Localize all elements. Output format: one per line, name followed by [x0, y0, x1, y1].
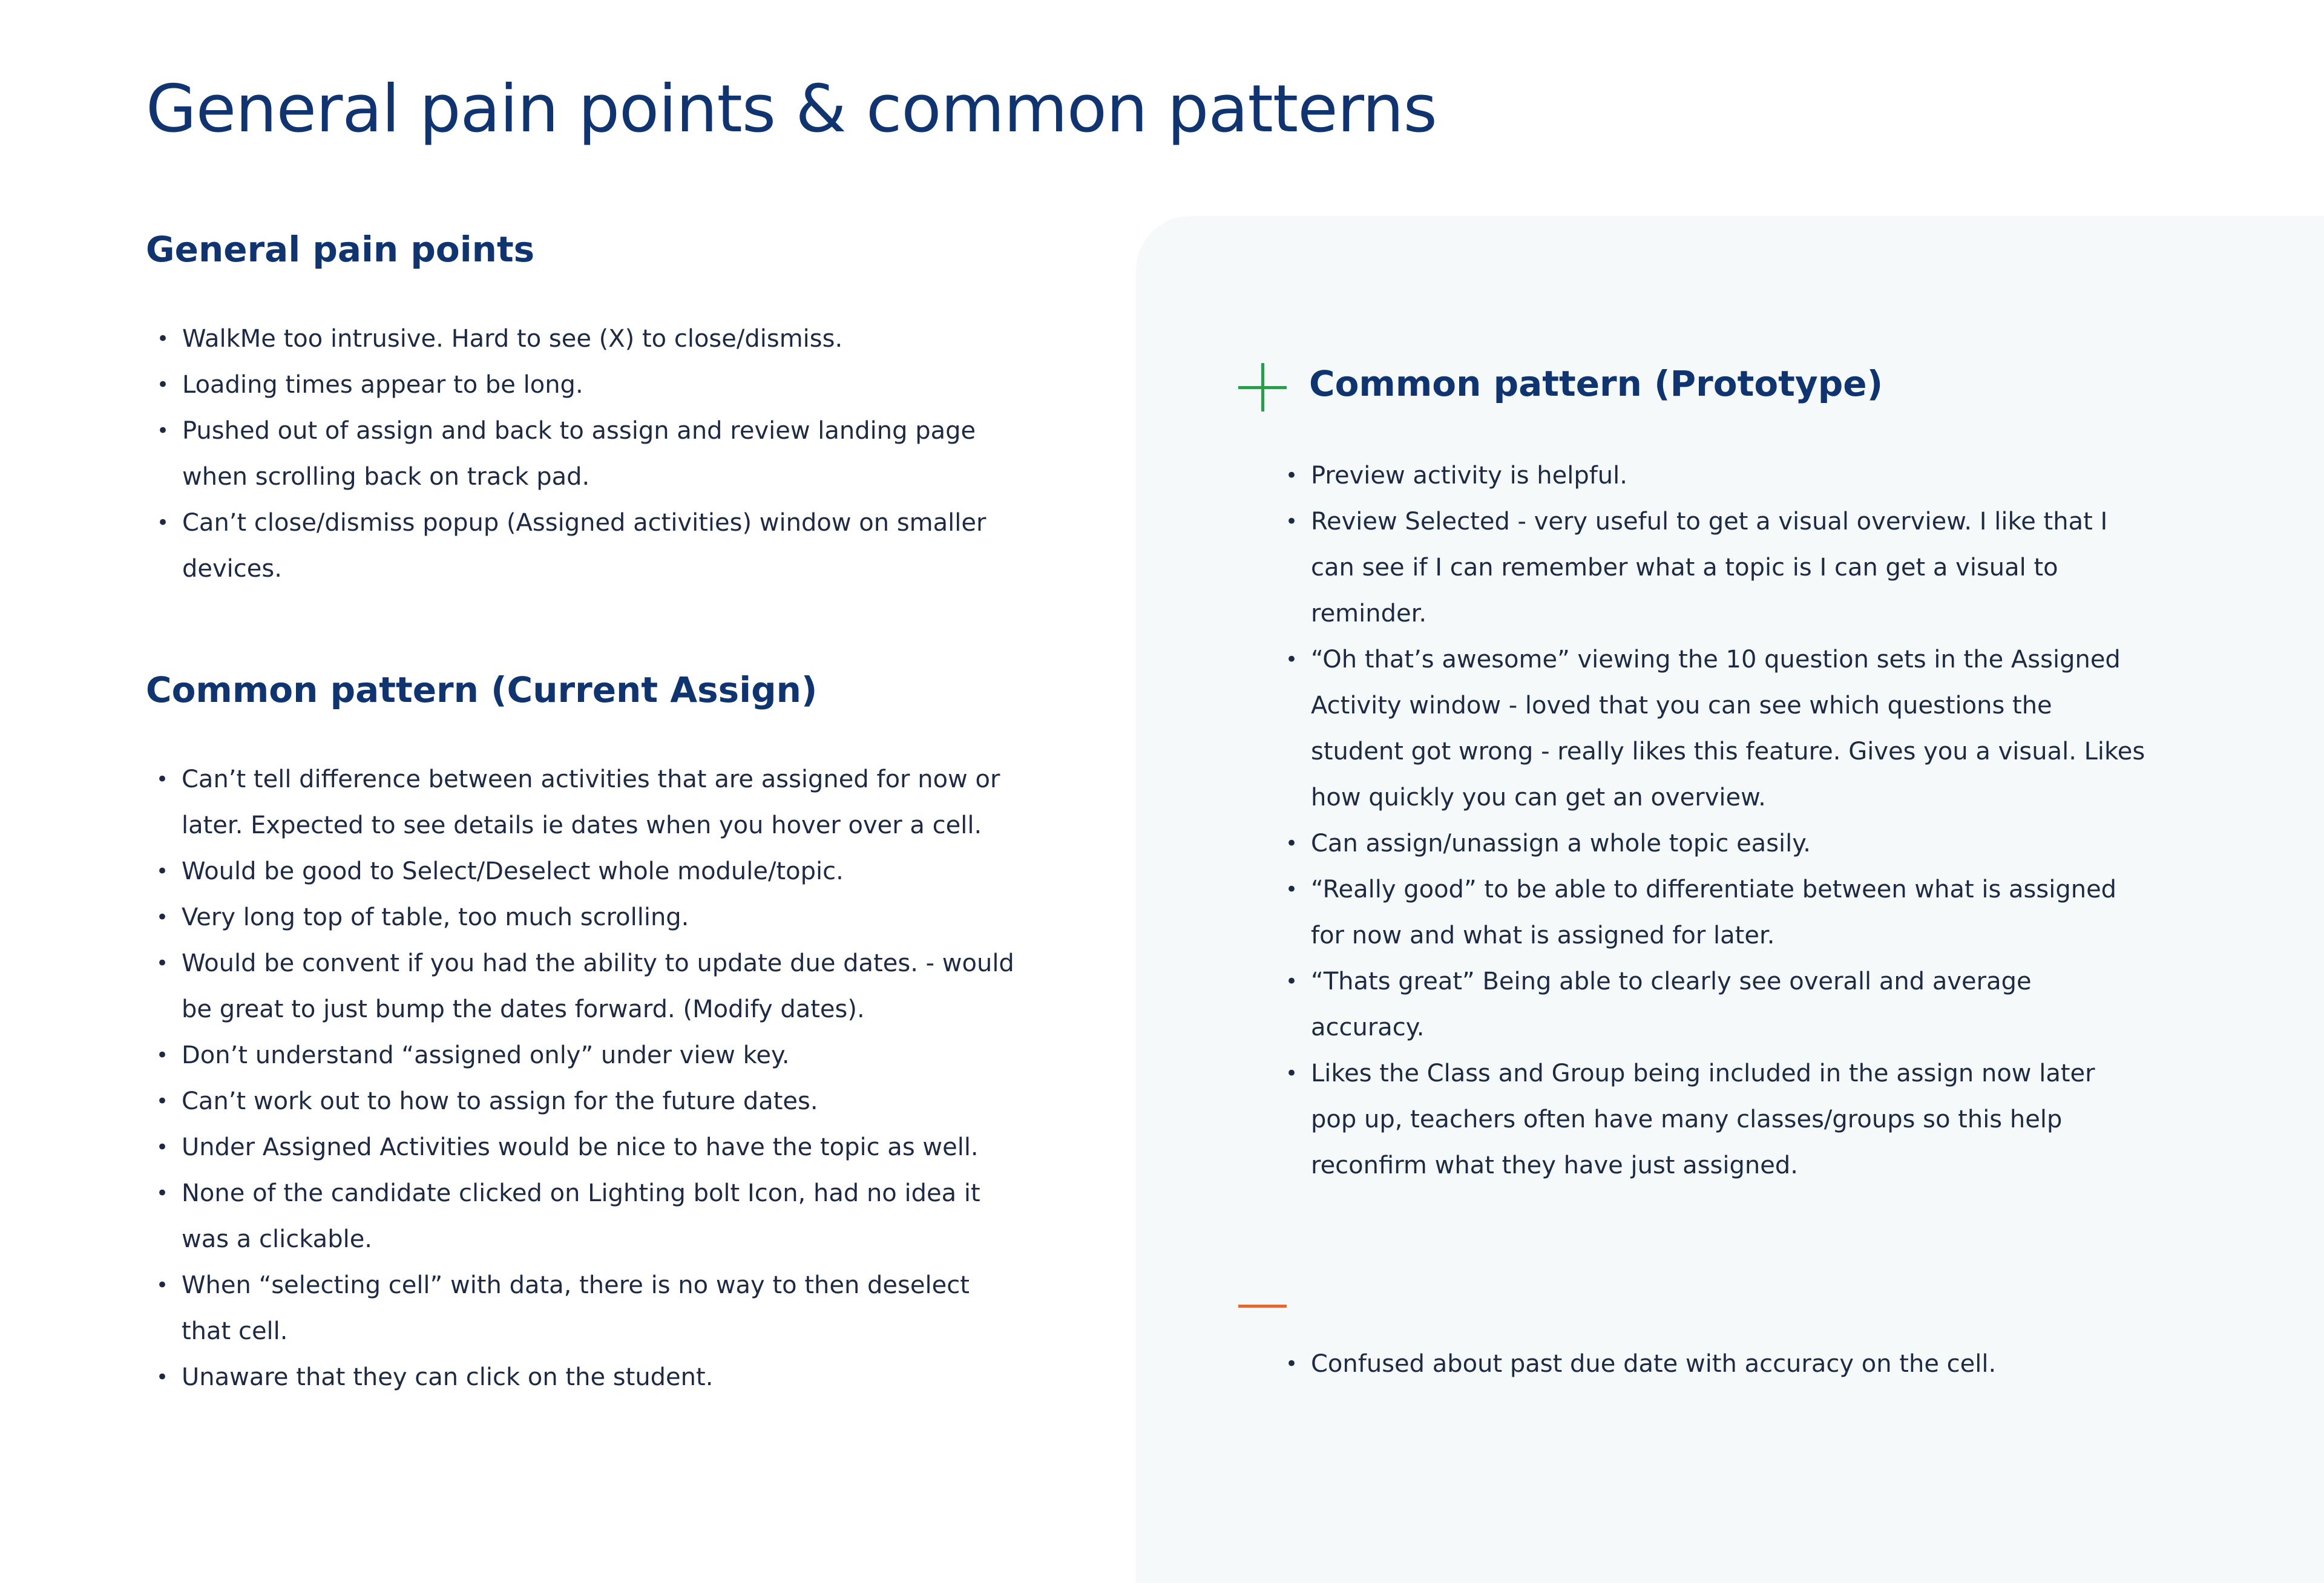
prototype-heading: Common pattern (Prototype) [1309, 363, 1883, 404]
list-item: • “Thats great” Being able to clearly see overall and average accuracy. [1275, 959, 2146, 1050]
list-item: • Review Selected - very useful to get a visual overview. I like that I can see if I can remember what a topic is I can get a visual to reminder. [1275, 499, 2146, 637]
list-item: • Likes the Class and Group being included in the assign now later pop up, teachers often have many classes/groups so this help reconfirm what they have just assigned. [1275, 1050, 2146, 1188]
current-assign-heading: Common pattern (Current Assign) [146, 669, 818, 710]
list-item: • Don’t understand “assigned only” under view key. [145, 1032, 1017, 1078]
plus-icon [1238, 363, 1287, 411]
list-item: • Unaware that they can click on the student. [145, 1354, 1017, 1400]
list-item: • Pushed out of assign and back to assign and review landing page when scrolling back on track pad. [146, 408, 1017, 500]
list-item: • Under Assigned Activities would be nice to have the topic as well. [145, 1124, 1017, 1170]
list-item: • Can’t close/dismiss popup (Assigned activities) window on smaller devices. [146, 500, 1017, 592]
prototype-negative-list [1275, 1341, 2146, 1387]
list-item: • Can’t work out to how to assign for the future dates. [145, 1078, 1017, 1124]
list-item: • When “selecting cell” with data, there is no way to then deselect that cell. [145, 1262, 1017, 1354]
list-item: • WalkMe too intrusive. Hard to see (X) to close/dismiss. [146, 316, 1017, 362]
list-item: • Would be good to Select/Deselect whole module/topic. [145, 848, 1017, 894]
list-item: • Confused about past due date with accuracy on the cell. [1275, 1341, 2146, 1387]
list-item: • Preview activity is helpful. [1275, 453, 2146, 499]
list-item: • Would be convent if you had the ability to update due dates. - would be great to just bump the dates forward. (Modify dates). [145, 940, 1017, 1032]
prototype-positive-list [1275, 453, 2146, 1188]
current-assign-list [145, 756, 1017, 1400]
list-item: • None of the candidate clicked on Lighting bolt Icon, had no idea it was a clickable. [145, 1170, 1017, 1262]
list-item: • Can assign/unassign a whole topic easily. [1275, 821, 2146, 867]
pain-points-heading: General pain points [146, 229, 535, 270]
page-title: General pain points & common patterns [146, 71, 1437, 147]
list-item: • “Oh that’s awesome” viewing the 10 question sets in the Assigned Activity window - loved that you can see which questions the student got wrong - really likes this feature. Gives you a visual. Likes how quickly you can get an overview. [1275, 637, 2146, 821]
minus-icon [1238, 1305, 1287, 1308]
list-item: • Can’t tell difference between activities that are assigned for now or later. Expected to see details ie dates when you hover over a cell. [145, 756, 1017, 848]
list-item: • Very long top of table, too much scrolling. [145, 894, 1017, 940]
pain-points-list [146, 316, 1017, 592]
list-item: • “Really good” to be able to differentiate between what is assigned for now and what is assigned for later. [1275, 867, 2146, 959]
list-item: • Loading times appear to be long. [146, 362, 1017, 408]
